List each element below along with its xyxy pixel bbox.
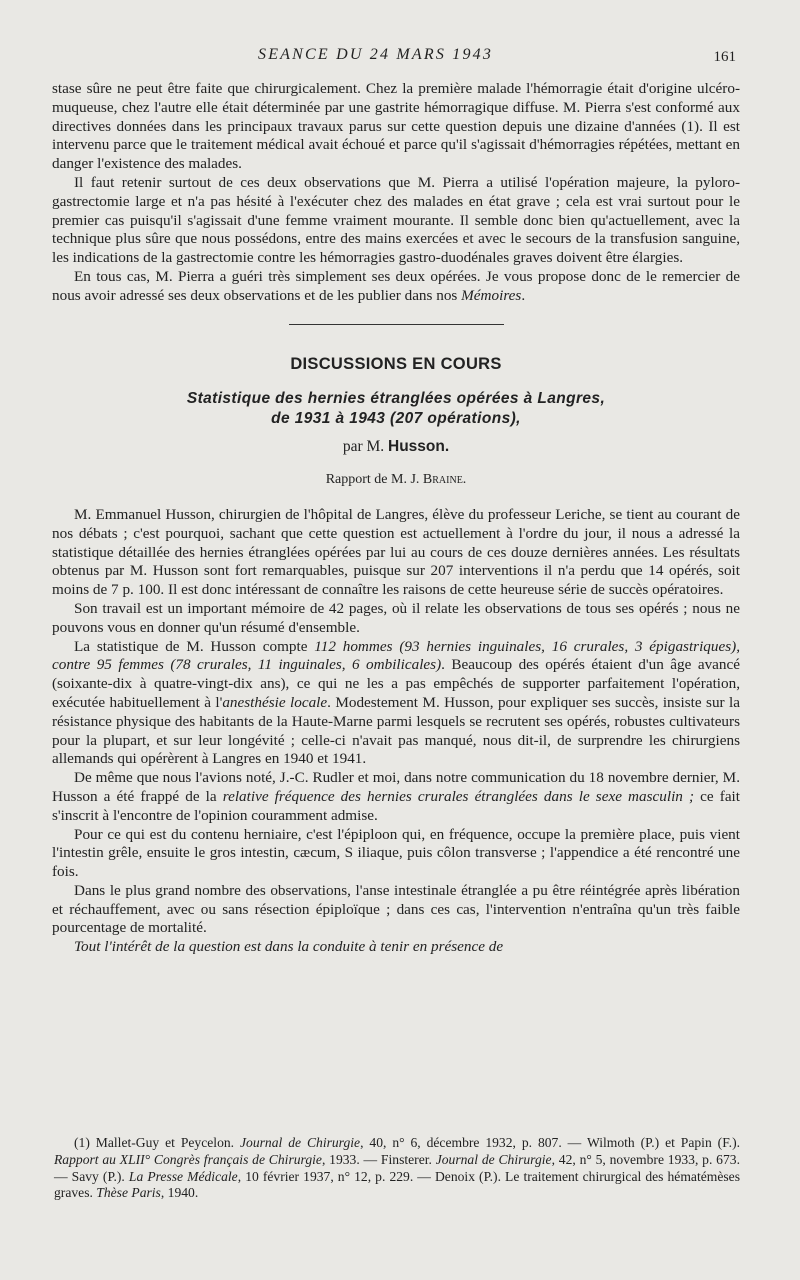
report-prefix: Rapport de M. J. [325,472,423,488]
running-header [0,46,800,70]
page-number: 161 [713,49,736,65]
footnote-journal-title: La Presse Médicale [128,1168,238,1184]
byline-author: Husson. [388,438,450,456]
article-title-line-2: de 1931 à 1943 (207 opérations), [271,410,521,428]
running-title: SEANCE DU 24 MARS 1943 [258,46,494,63]
footnote-text: , 42, n° 5, novembre 1933, p. 673. — Savy (P.). [54,1151,740,1184]
article-paragraph-6: Dans le plus grand nombre des observations, l'anse intestinale étranglée a pu être réintégrée après libération et réchauffement, avec ou sans résection épiploïque ; dans ces cas, l'intervention n'entraîna qu'un très faible pourcentage de mortalité. [52,881,740,937]
article-body [52,506,740,957]
intro-p3-text-a: En tous cas, M. Pierra a guéri très simplement ses deux opérées. Je vous propose donc de le remercier de nous avoir adressé ses deux observations et de les publier dans nos [52,267,740,304]
footnote-text: , 1940. [160,1185,199,1201]
intro-p3-emphasis: Mémoires [461,286,522,304]
footnote-text: (1) Mallet-Guy et Peycelon. [74,1135,240,1150]
footnote-thesis-title: Thèse Paris [96,1185,161,1201]
footnote-text: , 40, n° 6, décembre 1932, p. 807. — Wilmoth (P.) et Papin (F.). [360,1135,741,1150]
article-p4-text-b: ce fait s'inscrit à l'encontre de l'opinion couramment admise. [52,787,740,824]
section-title: DISCUSSIONS EN COURS [290,354,502,373]
article-title [52,389,740,429]
report-name: Braine. [422,472,467,488]
article-title-line-1: Statistique des hernies étranglées opérées à Langres, [186,390,606,408]
article-p3-emphasis-2: anesthésie locale [222,693,328,711]
article-p3-text-c: . Modestement M. Husson, pour expliquer ses succès, insiste sur la résistance physique des habitants de la Haute-Marne parmi lesquels se recrutent ses opérés, robustes cultivateurs pour la plupart, et sur leur longévité ; celle-ci n'avait pas manqué, nous dit-il, de surprendre les chirurgiens allemands qui opérèrent à Langres en 1940 et 1941. [52,693,740,768]
article-paragraph-7 [52,938,740,957]
article-p3-text-a: La statistique de M. Husson compte [74,637,315,655]
footnote-1 [54,1135,740,1202]
body-text [52,80,740,957]
article-paragraph-3 [52,638,740,770]
article-p3-text-b: . Beaucoup des opérés étaient d'un âge avancé (soixante-dix à quatre-vingt-dix ans), ce qui ne les a pas empêchés de supporter parfaitement l'opération, exécutée habituellement à l' [52,656,740,711]
article-paragraph-1: M. Emmanuel Husson, chirurgien de l'hôpital de Langres, élève du professeur Leriche, se tient au courant de nos débats ; c'est pourquoi, sachant que cette question est actuellement à l'ordre du jour, il nous a adressé la statistique détaillée des hernies étranglées opérées par lui au cours de ces douze dernières années. Les résultats obtenus par M. Husson sont fort remarquables, puisque sur 207 interventions il n'a perdu que 14 opérés, soit moins de 7 p. 100. Il est donc intéressant de connaître les raisons de cette heureuse série de succès opératoires. [52,505,740,599]
footnotes [54,1135,740,1202]
intro-paragraph-3 [52,268,740,306]
footnote-journal-title: Journal de Chirurgie [435,1151,552,1167]
article-p4-text-a: De même que nous l'avions noté, J.-C. Rudler et moi, dans notre communication du 18 novembre dernier, M. Husson a été frappé de la [52,769,740,805]
article-p4-emphasis: relative fréquence des hernies crurales étranglées dans le sexe masculin ; [222,787,695,805]
intro-paragraph-1: stase sûre ne peut être faite que chirurgicalement. Chez la première malade l'hémorragie était d'origine ulcéro-muqueuse, chez l'autre elle était déterminée par une gastrite hémorragique diffuse. M. Pierra s'est conformé aux directives données dans les principaux travaux parus sur cette question depuis une dizaine d'années (1). Il est intervenu parce que le traitement médical avait échoué et parce qu'il s'agissait d'hémorragies répétées, mettant en danger l'existence des malades. [52,80,740,173]
footnote-report-title: Rapport au XLII° Congrès français de Chirurgie [54,1151,322,1167]
byline [52,438,740,457]
article-p3-emphasis-1: 112 hommes (93 hernies inguinales, 16 crurales, 3 épigastriques), contre 95 femmes (78 crurales, 11 inguinales, 6 ombilicales) [52,637,741,674]
section-divider [289,324,504,325]
article-p7-emphasis: Tout l'intérêt de la question est dans la conduite à tenir en présence de [74,938,504,956]
footnote-journal-title: Journal de Chirurgie [240,1135,361,1150]
report-line [52,471,740,490]
intro-p3-text-b: . [521,286,526,304]
article-paragraph-5: Pour ce qui est du contenu herniaire, c'est l'épiploon qui, en fréquence, occupe la première place, puis vient l'intestin grêle, ensuite le gros intestin, cæcum, S iliaque, puis côlon transverse ; l'appendice a été rencontré une fois. [52,825,740,881]
byline-prefix: par M. [342,438,389,456]
article-paragraph-2: Son travail est un important mémoire de 42 pages, où il relate les observations de tous ses opérés ; nous ne pouvons vous en donner qu'un résumé d'ensemble. [52,599,740,636]
footnote-text: , 10 février 1937, n° 12, p. 229. — Denoix (P.). Le traitement chirurgical des hématémèses graves. [54,1168,740,1201]
article-paragraph-4 [52,769,740,825]
footnote-text: , 1933. — Finsterer. [321,1151,436,1167]
intro-paragraph-2: Il faut retenir surtout de ces deux observations que M. Pierra a utilisé l'opération majeure, la pyloro-gastrectomie large et n'a pas hésité à l'exécuter chez des malades en état grave ; cela est vrai surtout pour le premier cas puisqu'il s'agissait d'une femme vraiment mourante. Il semble donc bien qu'actuellement, avec la technique plus sûre que nous possédons, entre des mains exercées et avec le secours de la transfusion sanguine, les indications de la gastrectomie contre les hémorragies gastro-duodénales graves doivent être élargies. [52,173,740,267]
